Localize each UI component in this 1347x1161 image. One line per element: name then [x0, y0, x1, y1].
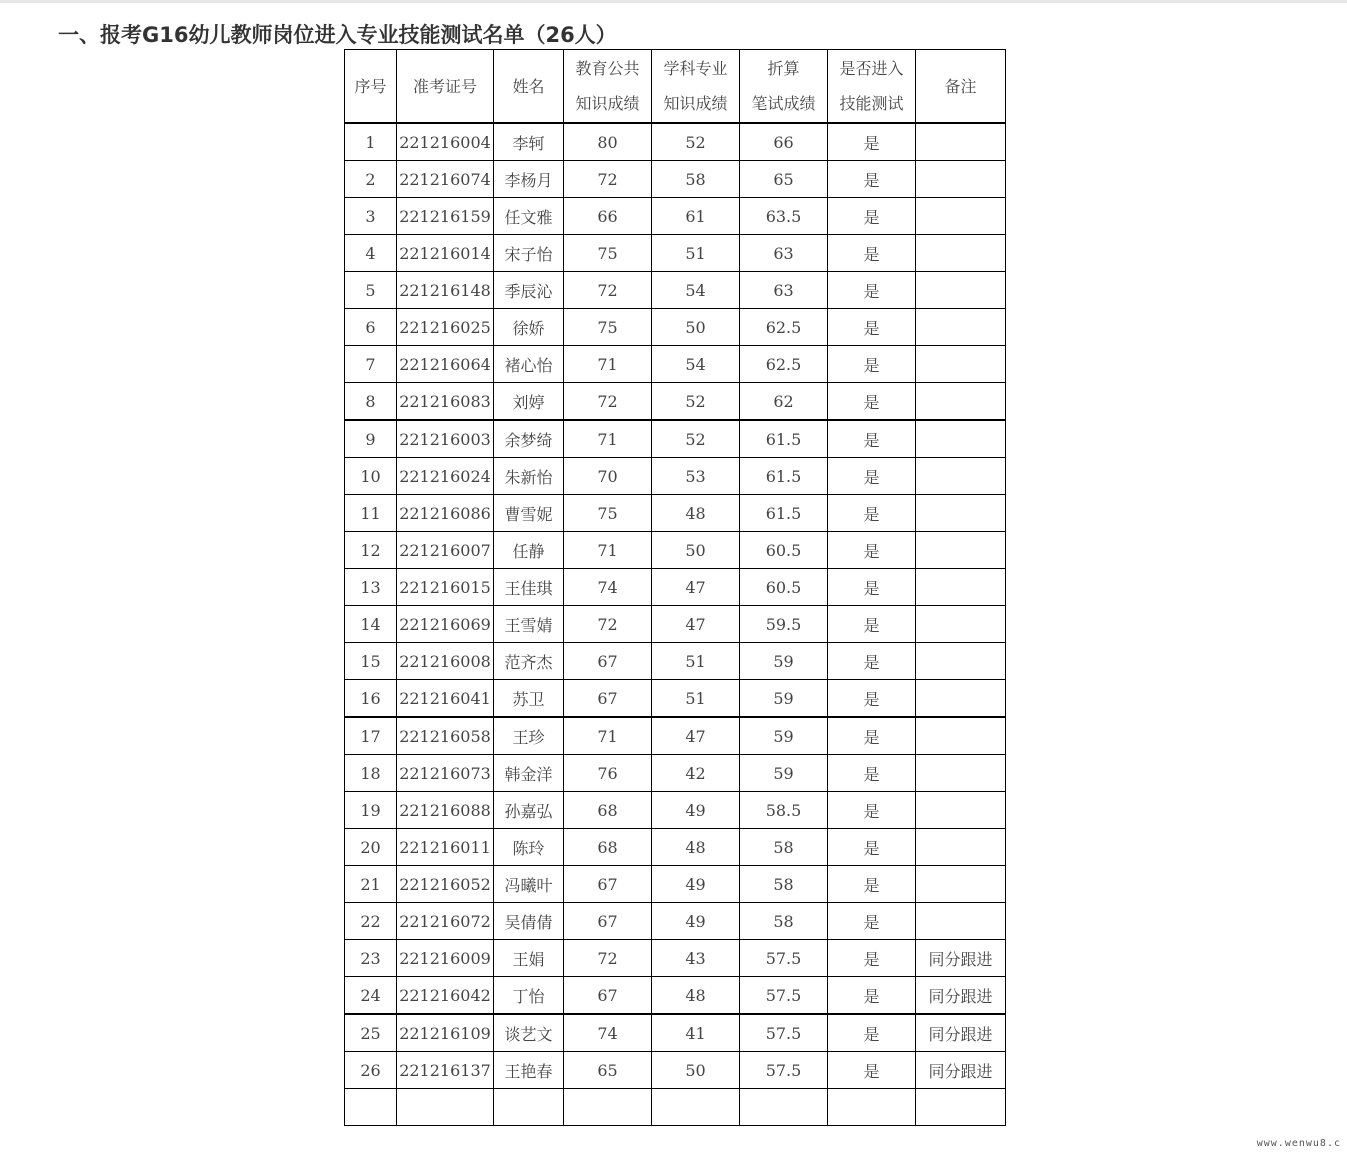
col-header-index — [345, 50, 397, 124]
table-row — [345, 680, 1006, 718]
cell-public-score: 72 — [564, 606, 652, 643]
cell-advance: 是 — [828, 1052, 916, 1089]
cell-exam-id: 221216014 — [397, 235, 494, 272]
cell-index: 12 — [345, 532, 397, 569]
header-text: 教育公共 — [575, 59, 640, 78]
cell-advance: 是 — [828, 383, 916, 421]
cell-public-score: 74 — [564, 569, 652, 606]
cell-public-score: 68 — [564, 829, 652, 866]
watermark: www.wenwu8.c — [1256, 1138, 1341, 1149]
cell-index: 14 — [345, 606, 397, 643]
cell-written-score: 57.5 — [740, 1014, 828, 1052]
col-header-name — [494, 50, 564, 124]
cell-name: 任文雅 — [494, 198, 564, 235]
cell-written-score: 65 — [740, 161, 828, 198]
cell-remark — [916, 532, 1006, 569]
table-row — [345, 606, 1006, 643]
cell-public-score: 75 — [564, 235, 652, 272]
cell-advance — [828, 1089, 916, 1126]
cell-index: 4 — [345, 235, 397, 272]
cell-written-score: 63 — [740, 235, 828, 272]
table-row — [345, 161, 1006, 198]
cell-remark — [916, 866, 1006, 903]
cell-advance: 是 — [828, 606, 916, 643]
cell-index: 6 — [345, 309, 397, 346]
cell-name: 朱新怡 — [494, 458, 564, 495]
cell-remark — [916, 309, 1006, 346]
cell-public-score: 71 — [564, 532, 652, 569]
cell-remark — [916, 755, 1006, 792]
col-header-exam-id — [397, 50, 494, 124]
cell-major-score: 49 — [652, 903, 740, 940]
cell-written-score — [740, 1089, 828, 1126]
cell-major-score: 41 — [652, 1014, 740, 1052]
table-row — [345, 383, 1006, 421]
cell-remark — [916, 161, 1006, 198]
cell-remark — [916, 420, 1006, 458]
cell-advance: 是 — [828, 755, 916, 792]
cell-index: 7 — [345, 346, 397, 383]
cell-written-score: 59 — [740, 755, 828, 792]
cell-public-score — [564, 1089, 652, 1126]
col-header-written-score — [740, 50, 828, 124]
cell-public-score: 75 — [564, 309, 652, 346]
cell-remark — [916, 606, 1006, 643]
cell-written-score: 59 — [740, 717, 828, 755]
cell-advance: 是 — [828, 198, 916, 235]
cell-remark: 同分跟进 — [916, 1014, 1006, 1052]
cell-major-score: 52 — [652, 420, 740, 458]
cell-name: 王佳琪 — [494, 569, 564, 606]
table-row — [345, 420, 1006, 458]
cell-public-score: 66 — [564, 198, 652, 235]
cell-index: 9 — [345, 420, 397, 458]
cell-name: 范齐杰 — [494, 643, 564, 680]
cell-name: 王娟 — [494, 940, 564, 977]
cell-name: 丁怡 — [494, 977, 564, 1015]
cell-advance: 是 — [828, 680, 916, 718]
cell-major-score: 52 — [652, 123, 740, 161]
cell-public-score: 72 — [564, 161, 652, 198]
cell-name: 李杨月 — [494, 161, 564, 198]
cell-name: 孙嘉弘 — [494, 792, 564, 829]
cell-index: 19 — [345, 792, 397, 829]
cell-written-score: 57.5 — [740, 1052, 828, 1089]
cell-name — [494, 1089, 564, 1126]
cell-name: 王雪婧 — [494, 606, 564, 643]
header-text: 姓名 — [512, 76, 545, 96]
cell-index: 21 — [345, 866, 397, 903]
cell-exam-id — [397, 1089, 494, 1126]
cell-public-score: 72 — [564, 940, 652, 977]
cell-major-score: 42 — [652, 755, 740, 792]
cell-remark — [916, 458, 1006, 495]
cell-name: 苏卫 — [494, 680, 564, 718]
cell-major-score: 48 — [652, 977, 740, 1015]
table-row — [345, 940, 1006, 977]
cell-remark: 同分跟进 — [916, 1052, 1006, 1089]
cell-name: 任静 — [494, 532, 564, 569]
cell-remark: 同分跟进 — [916, 977, 1006, 1015]
cell-exam-id: 221216064 — [397, 346, 494, 383]
cell-advance: 是 — [828, 532, 916, 569]
cell-advance: 是 — [828, 569, 916, 606]
score-table — [344, 49, 1006, 1126]
cell-written-score: 57.5 — [740, 940, 828, 977]
cell-remark — [916, 1089, 1006, 1126]
cell-remark: 同分跟进 — [916, 940, 1006, 977]
cell-public-score: 65 — [564, 1052, 652, 1089]
cell-advance: 是 — [828, 272, 916, 309]
cell-public-score: 70 — [564, 458, 652, 495]
cell-exam-id: 221216004 — [397, 123, 494, 161]
cell-exam-id: 221216025 — [397, 309, 494, 346]
cell-remark — [916, 235, 1006, 272]
cell-major-score: 47 — [652, 606, 740, 643]
cell-major-score: 50 — [652, 1052, 740, 1089]
cell-name: 余梦绮 — [494, 420, 564, 458]
cell-name: 季辰沁 — [494, 272, 564, 309]
cell-written-score: 60.5 — [740, 569, 828, 606]
cell-index: 22 — [345, 903, 397, 940]
table-row — [345, 755, 1006, 792]
cell-exam-id: 221216003 — [397, 420, 494, 458]
cell-written-score: 58.5 — [740, 792, 828, 829]
cell-name: 李轲 — [494, 123, 564, 161]
cell-public-score: 80 — [564, 123, 652, 161]
cell-major-score: 51 — [652, 680, 740, 718]
cell-index: 2 — [345, 161, 397, 198]
cell-advance: 是 — [828, 940, 916, 977]
cell-written-score: 61.5 — [740, 458, 828, 495]
cell-advance: 是 — [828, 346, 916, 383]
col-header-major-score — [652, 50, 740, 124]
cell-public-score: 67 — [564, 866, 652, 903]
cell-major-score: 49 — [652, 866, 740, 903]
table-row — [345, 1014, 1006, 1052]
cell-major-score: 50 — [652, 309, 740, 346]
cell-written-score: 57.5 — [740, 977, 828, 1015]
cell-exam-id: 221216011 — [397, 829, 494, 866]
header-text: 知识成绩 — [663, 94, 728, 113]
cell-major-score: 51 — [652, 643, 740, 680]
cell-advance: 是 — [828, 717, 916, 755]
cell-advance: 是 — [828, 420, 916, 458]
header-text: 准考证号 — [412, 76, 477, 96]
cell-major-score: 52 — [652, 383, 740, 421]
cell-written-score: 59 — [740, 643, 828, 680]
cell-exam-id: 221216083 — [397, 383, 494, 421]
table-row — [345, 532, 1006, 569]
cell-exam-id: 221216109 — [397, 1014, 494, 1052]
cell-index: 26 — [345, 1052, 397, 1089]
cell-major-score: 54 — [652, 272, 740, 309]
table-row — [345, 346, 1006, 383]
cell-public-score: 71 — [564, 420, 652, 458]
cell-name: 谈艺文 — [494, 1014, 564, 1052]
cell-major-score: 47 — [652, 569, 740, 606]
cell-public-score: 72 — [564, 383, 652, 421]
cell-public-score: 71 — [564, 346, 652, 383]
table-row — [345, 569, 1006, 606]
cell-remark — [916, 123, 1006, 161]
cell-name: 宋子怡 — [494, 235, 564, 272]
cell-remark — [916, 383, 1006, 421]
cell-name: 曹雪妮 — [494, 495, 564, 532]
cell-public-score: 67 — [564, 680, 652, 718]
cell-remark — [916, 829, 1006, 866]
cell-public-score: 74 — [564, 1014, 652, 1052]
cell-name: 王艳春 — [494, 1052, 564, 1089]
cell-major-score — [652, 1089, 740, 1126]
cell-public-score: 67 — [564, 643, 652, 680]
cell-written-score: 66 — [740, 123, 828, 161]
table-row — [345, 123, 1006, 161]
cell-index: 24 — [345, 977, 397, 1015]
cell-exam-id: 221216042 — [397, 977, 494, 1015]
cell-advance: 是 — [828, 235, 916, 272]
header-text: 知识成绩 — [575, 94, 640, 113]
table-body — [345, 123, 1006, 1126]
table-row — [345, 235, 1006, 272]
cell-index: 15 — [345, 643, 397, 680]
cell-written-score: 63.5 — [740, 198, 828, 235]
cell-public-score: 75 — [564, 495, 652, 532]
cell-remark — [916, 198, 1006, 235]
cell-index: 1 — [345, 123, 397, 161]
cell-index: 5 — [345, 272, 397, 309]
cell-advance: 是 — [828, 903, 916, 940]
cell-major-score: 50 — [652, 532, 740, 569]
cell-major-score: 49 — [652, 792, 740, 829]
cell-advance: 是 — [828, 161, 916, 198]
cell-exam-id: 221216008 — [397, 643, 494, 680]
header-text: 学科专业 — [663, 59, 728, 78]
cell-advance: 是 — [828, 866, 916, 903]
cell-index: 8 — [345, 383, 397, 421]
header-text: 是否进入 — [839, 59, 904, 78]
cell-exam-id: 221216009 — [397, 940, 494, 977]
cell-advance: 是 — [828, 458, 916, 495]
cell-exam-id: 221216072 — [397, 903, 494, 940]
cell-exam-id: 221216052 — [397, 866, 494, 903]
cell-name: 徐娇 — [494, 309, 564, 346]
cell-advance: 是 — [828, 977, 916, 1015]
cell-written-score: 61.5 — [740, 420, 828, 458]
table-row — [345, 717, 1006, 755]
table-row — [345, 792, 1006, 829]
cell-major-score: 54 — [652, 346, 740, 383]
cell-written-score: 62.5 — [740, 346, 828, 383]
cell-name: 韩金洋 — [494, 755, 564, 792]
header-text: 备注 — [944, 76, 977, 96]
header-text: 折算 — [767, 59, 800, 78]
cell-exam-id: 221216024 — [397, 458, 494, 495]
cell-advance: 是 — [828, 643, 916, 680]
cell-exam-id: 221216073 — [397, 755, 494, 792]
cell-advance: 是 — [828, 309, 916, 346]
header-text: 技能测试 — [839, 94, 904, 113]
cell-public-score: 76 — [564, 755, 652, 792]
cell-major-score: 58 — [652, 161, 740, 198]
table-row — [345, 643, 1006, 680]
cell-exam-id: 221216088 — [397, 792, 494, 829]
cell-written-score: 58 — [740, 903, 828, 940]
table-row — [345, 1089, 1006, 1126]
cell-name: 王珍 — [494, 717, 564, 755]
cell-exam-id: 221216086 — [397, 495, 494, 532]
cell-exam-id: 221216074 — [397, 161, 494, 198]
cell-public-score: 71 — [564, 717, 652, 755]
cell-public-score: 67 — [564, 903, 652, 940]
cell-public-score: 72 — [564, 272, 652, 309]
cell-written-score: 60.5 — [740, 532, 828, 569]
cell-index: 23 — [345, 940, 397, 977]
cell-index: 17 — [345, 717, 397, 755]
cell-advance: 是 — [828, 495, 916, 532]
cell-exam-id: 221216137 — [397, 1052, 494, 1089]
cell-written-score: 61.5 — [740, 495, 828, 532]
cell-written-score: 58 — [740, 866, 828, 903]
cell-public-score: 67 — [564, 977, 652, 1015]
cell-major-score: 47 — [652, 717, 740, 755]
cell-remark — [916, 569, 1006, 606]
cell-exam-id: 221216148 — [397, 272, 494, 309]
cell-major-score: 53 — [652, 458, 740, 495]
cell-major-score: 48 — [652, 829, 740, 866]
cell-index: 3 — [345, 198, 397, 235]
cell-index: 16 — [345, 680, 397, 718]
cell-public-score: 68 — [564, 792, 652, 829]
cell-remark — [916, 717, 1006, 755]
cell-advance: 是 — [828, 829, 916, 866]
table-row — [345, 866, 1006, 903]
table-row — [345, 1052, 1006, 1089]
cell-remark — [916, 643, 1006, 680]
col-header-advance — [828, 50, 916, 124]
cell-name: 刘婷 — [494, 383, 564, 421]
header-text: 笔试成绩 — [751, 94, 816, 113]
cell-written-score: 58 — [740, 829, 828, 866]
table-row — [345, 198, 1006, 235]
cell-index: 18 — [345, 755, 397, 792]
col-header-remark — [916, 50, 1006, 124]
cell-index: 13 — [345, 569, 397, 606]
cell-remark — [916, 495, 1006, 532]
cell-remark — [916, 680, 1006, 718]
cell-index: 20 — [345, 829, 397, 866]
table-row — [345, 458, 1006, 495]
table-row — [345, 495, 1006, 532]
cell-written-score: 59.5 — [740, 606, 828, 643]
cell-remark — [916, 346, 1006, 383]
cell-index: 10 — [345, 458, 397, 495]
cell-written-score: 63 — [740, 272, 828, 309]
cell-name: 陈玲 — [494, 829, 564, 866]
cell-advance: 是 — [828, 792, 916, 829]
header-text: 序号 — [354, 76, 387, 96]
table-row — [345, 903, 1006, 940]
cell-major-score: 51 — [652, 235, 740, 272]
cell-written-score: 62 — [740, 383, 828, 421]
cell-advance: 是 — [828, 1014, 916, 1052]
table-header-row — [345, 50, 1006, 124]
col-header-public-score — [564, 50, 652, 124]
cell-name: 吴倩倩 — [494, 903, 564, 940]
table-row — [345, 977, 1006, 1015]
cell-exam-id: 221216007 — [397, 532, 494, 569]
cell-remark — [916, 903, 1006, 940]
top-divider — [0, 0, 1347, 3]
cell-name: 褚心怡 — [494, 346, 564, 383]
cell-index: 25 — [345, 1014, 397, 1052]
cell-advance: 是 — [828, 123, 916, 161]
table-row — [345, 829, 1006, 866]
cell-name: 冯曦叶 — [494, 866, 564, 903]
page-title: 一、报考G16幼儿教师岗位进入专业技能测试名单（26人） — [58, 23, 617, 47]
cell-remark — [916, 792, 1006, 829]
cell-major-score: 61 — [652, 198, 740, 235]
cell-exam-id: 221216069 — [397, 606, 494, 643]
table-row — [345, 309, 1006, 346]
cell-exam-id: 221216015 — [397, 569, 494, 606]
cell-index — [345, 1089, 397, 1126]
cell-exam-id: 221216159 — [397, 198, 494, 235]
cell-index: 11 — [345, 495, 397, 532]
cell-written-score: 59 — [740, 680, 828, 718]
table-row — [345, 272, 1006, 309]
cell-major-score: 43 — [652, 940, 740, 977]
cell-exam-id: 221216058 — [397, 717, 494, 755]
cell-written-score: 62.5 — [740, 309, 828, 346]
cell-exam-id: 221216041 — [397, 680, 494, 718]
cell-major-score: 48 — [652, 495, 740, 532]
cell-remark — [916, 272, 1006, 309]
